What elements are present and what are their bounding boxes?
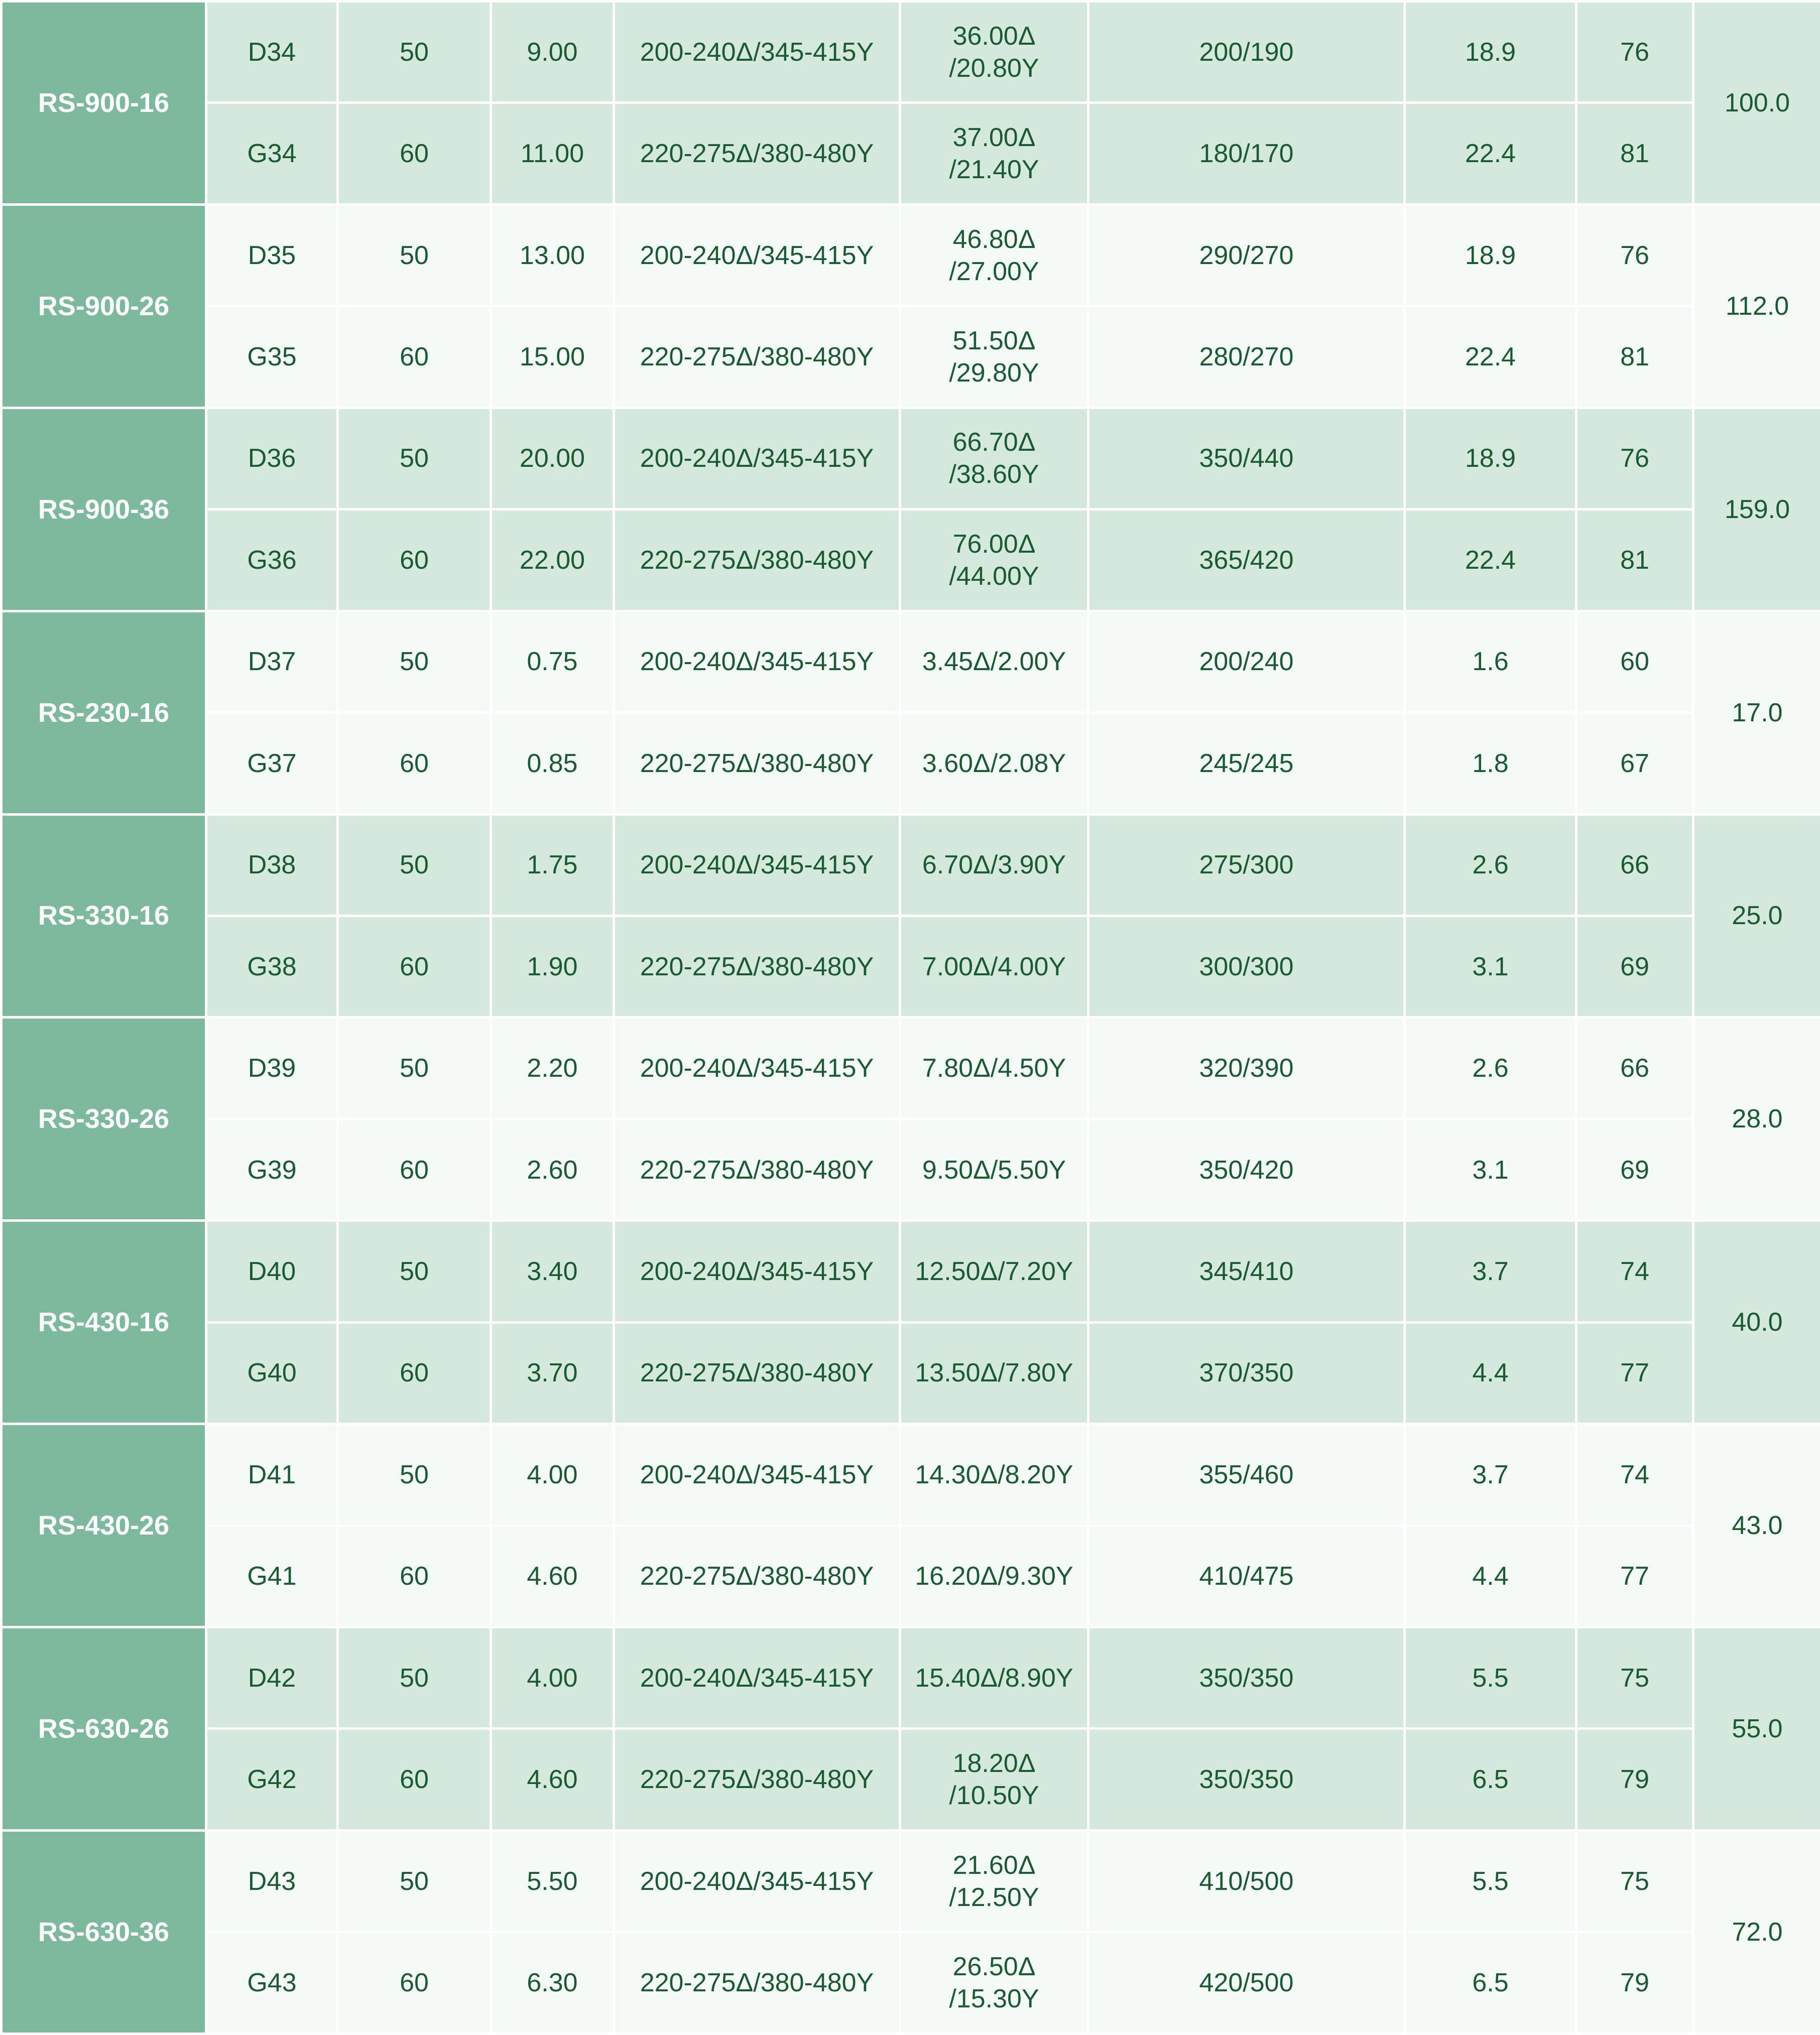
table-row [2, 306, 1820, 408]
current-value-line: 76.00Δ [907, 528, 1081, 560]
voltage-cell: 200-240Δ/345-415Y [614, 611, 900, 712]
current-value-line: 21.60Δ [907, 1849, 1081, 1881]
pressure-cell: 300/300 [1088, 916, 1405, 1017]
current-cell [900, 1830, 1088, 1932]
code-cell: D42 [206, 1627, 338, 1729]
noise-cell: 74 [1576, 1424, 1693, 1525]
table-row [2, 916, 1820, 1017]
code-cell: D36 [206, 408, 338, 509]
pressure-cell: 320/390 [1088, 1018, 1405, 1119]
kw-cell: 6.30 [491, 1932, 614, 2033]
model-name-cell: RS-900-26 [2, 204, 206, 408]
kw-cell: 20.00 [491, 408, 614, 509]
kw-cell: 22.00 [491, 510, 614, 611]
table-row [2, 510, 1820, 611]
kw-cell: 13.00 [491, 204, 614, 306]
hz-cell: 50 [338, 1830, 491, 1932]
flow-cell: 6.5 [1405, 1932, 1576, 2033]
current-value-line: 7.00Δ/4.00Y [907, 951, 1081, 983]
voltage-cell: 220-275Δ/380-480Y [614, 1119, 900, 1220]
current-cell [900, 1018, 1088, 1119]
current-value-line: 3.60Δ/2.08Y [907, 747, 1081, 780]
voltage-cell: 200-240Δ/345-415Y [614, 408, 900, 509]
code-cell: G40 [206, 1322, 338, 1424]
current-cell [900, 713, 1088, 814]
model-name-cell: RS-330-26 [2, 1018, 206, 1221]
code-cell: G42 [206, 1729, 338, 1830]
code-cell: D35 [206, 204, 338, 306]
voltage-cell: 220-275Δ/380-480Y [614, 1932, 900, 2033]
weight-cell: 40.0 [1693, 1221, 1820, 1424]
code-cell: D38 [206, 814, 338, 916]
spec-table-body [2, 2, 1820, 2034]
code-cell: D40 [206, 1221, 338, 1322]
current-cell [900, 1729, 1088, 1830]
hz-cell: 50 [338, 1627, 491, 1729]
flow-cell: 22.4 [1405, 306, 1576, 408]
kw-cell: 4.60 [491, 1729, 614, 1830]
noise-cell: 77 [1576, 1525, 1693, 1627]
current-value-line: 18.20Δ [907, 1747, 1081, 1779]
current-value-line: 16.20Δ/9.30Y [907, 1560, 1081, 1592]
current-cell [900, 1627, 1088, 1729]
weight-cell: 17.0 [1693, 611, 1820, 814]
kw-cell: 4.60 [491, 1525, 614, 1627]
table-row [2, 1119, 1820, 1220]
voltage-cell: 200-240Δ/345-415Y [614, 1424, 900, 1525]
hz-cell: 50 [338, 2, 491, 103]
code-cell: G39 [206, 1119, 338, 1220]
pressure-cell: 290/270 [1088, 204, 1405, 306]
pressure-cell: 420/500 [1088, 1932, 1405, 2033]
current-value-line: 36.00Δ [907, 20, 1081, 52]
noise-cell: 75 [1576, 1627, 1693, 1729]
pressure-cell: 370/350 [1088, 1322, 1405, 1424]
kw-cell: 5.50 [491, 1830, 614, 1932]
current-value-line: /20.80Y [907, 52, 1081, 84]
current-value-line: 7.80Δ/4.50Y [907, 1052, 1081, 1084]
pressure-cell: 350/350 [1088, 1627, 1405, 1729]
flow-cell: 22.4 [1405, 510, 1576, 611]
current-cell [900, 1932, 1088, 2033]
hz-cell: 60 [338, 916, 491, 1017]
flow-cell: 3.7 [1405, 1221, 1576, 1322]
model-name-cell: RS-330-16 [2, 814, 206, 1018]
model-name-cell: RS-430-26 [2, 1424, 206, 1627]
current-value-line: 14.30Δ/8.20Y [907, 1459, 1081, 1491]
weight-cell: 55.0 [1693, 1627, 1820, 1831]
weight-cell: 43.0 [1693, 1424, 1820, 1627]
pressure-cell: 350/350 [1088, 1729, 1405, 1830]
kw-cell: 1.90 [491, 916, 614, 1017]
noise-cell: 79 [1576, 1729, 1693, 1830]
current-cell [900, 2, 1088, 103]
flow-cell: 6.5 [1405, 1729, 1576, 1830]
current-value-line: 12.50Δ/7.20Y [907, 1255, 1081, 1288]
hz-cell: 60 [338, 713, 491, 814]
hz-cell: 50 [338, 204, 491, 306]
current-value-line: /44.00Y [907, 560, 1081, 592]
voltage-cell: 200-240Δ/345-415Y [614, 204, 900, 306]
current-value-line: /10.50Y [907, 1779, 1081, 1812]
voltage-cell: 200-240Δ/345-415Y [614, 1830, 900, 1932]
code-cell: G41 [206, 1525, 338, 1627]
table-row [2, 1729, 1820, 1830]
weight-cell: 72.0 [1693, 1830, 1820, 2033]
flow-cell: 5.5 [1405, 1830, 1576, 1932]
current-cell [900, 1119, 1088, 1220]
weight-cell: 25.0 [1693, 814, 1820, 1018]
hz-cell: 60 [338, 510, 491, 611]
noise-cell: 67 [1576, 713, 1693, 814]
hz-cell: 60 [338, 306, 491, 408]
table-row [2, 2, 1820, 103]
flow-cell: 4.4 [1405, 1525, 1576, 1627]
hz-cell: 60 [338, 1119, 491, 1220]
current-value-line: 26.50Δ [907, 1951, 1081, 1983]
current-cell [900, 510, 1088, 611]
current-cell [900, 1424, 1088, 1525]
hz-cell: 60 [338, 1525, 491, 1627]
pressure-cell: 245/245 [1088, 713, 1405, 814]
pressure-cell: 200/190 [1088, 2, 1405, 103]
voltage-cell: 220-275Δ/380-480Y [614, 510, 900, 611]
current-cell [900, 1525, 1088, 1627]
current-cell [900, 1322, 1088, 1424]
voltage-cell: 220-275Δ/380-480Y [614, 103, 900, 204]
kw-cell: 9.00 [491, 2, 614, 103]
hz-cell: 50 [338, 814, 491, 916]
table-row [2, 1932, 1820, 2033]
flow-cell: 4.4 [1405, 1322, 1576, 1424]
current-value-line: 9.50Δ/5.50Y [907, 1154, 1081, 1186]
noise-cell: 69 [1576, 916, 1693, 1017]
hz-cell: 60 [338, 1729, 491, 1830]
noise-cell: 77 [1576, 1322, 1693, 1424]
current-cell [900, 408, 1088, 509]
table-row [2, 1525, 1820, 1627]
kw-cell: 2.20 [491, 1018, 614, 1119]
noise-cell: 75 [1576, 1830, 1693, 1932]
voltage-cell: 200-240Δ/345-415Y [614, 1627, 900, 1729]
current-value-line: /38.60Y [907, 458, 1081, 490]
code-cell: D41 [206, 1424, 338, 1525]
weight-cell: 28.0 [1693, 1018, 1820, 1221]
pressure-cell: 200/240 [1088, 611, 1405, 712]
code-cell: G34 [206, 103, 338, 204]
table-row [2, 1830, 1820, 1932]
model-name-cell: RS-630-36 [2, 1830, 206, 2033]
noise-cell: 60 [1576, 611, 1693, 712]
current-value-line: 37.00Δ [907, 121, 1081, 154]
flow-cell: 18.9 [1405, 2, 1576, 103]
weight-cell: 112.0 [1693, 204, 1820, 408]
code-cell: D43 [206, 1830, 338, 1932]
current-value-line: 13.50Δ/7.80Y [907, 1357, 1081, 1389]
flow-cell: 2.6 [1405, 814, 1576, 916]
pressure-cell: 350/420 [1088, 1119, 1405, 1220]
flow-cell: 1.8 [1405, 713, 1576, 814]
pressure-cell: 355/460 [1088, 1424, 1405, 1525]
voltage-cell: 200-240Δ/345-415Y [614, 814, 900, 916]
pressure-cell: 345/410 [1088, 1221, 1405, 1322]
current-cell [900, 814, 1088, 916]
hz-cell: 60 [338, 1322, 491, 1424]
current-value-line: /29.80Y [907, 357, 1081, 389]
kw-cell: 0.75 [491, 611, 614, 712]
weight-cell: 100.0 [1693, 2, 1820, 205]
code-cell: G38 [206, 916, 338, 1017]
hz-cell: 50 [338, 1424, 491, 1525]
kw-cell: 11.00 [491, 103, 614, 204]
code-cell: G35 [206, 306, 338, 408]
model-name-cell: RS-900-16 [2, 2, 206, 205]
voltage-cell: 220-275Δ/380-480Y [614, 306, 900, 408]
current-cell [900, 306, 1088, 408]
flow-cell: 3.1 [1405, 1119, 1576, 1220]
voltage-cell: 220-275Δ/380-480Y [614, 1525, 900, 1627]
current-cell [900, 1221, 1088, 1322]
voltage-cell: 220-275Δ/380-480Y [614, 1729, 900, 1830]
table-row [2, 103, 1820, 204]
noise-cell: 69 [1576, 1119, 1693, 1220]
code-cell: G37 [206, 713, 338, 814]
pressure-cell: 365/420 [1088, 510, 1405, 611]
kw-cell: 1.75 [491, 814, 614, 916]
voltage-cell: 220-275Δ/380-480Y [614, 1322, 900, 1424]
flow-cell: 18.9 [1405, 408, 1576, 509]
code-cell: D37 [206, 611, 338, 712]
model-name-cell: RS-430-16 [2, 1221, 206, 1424]
model-name-cell: RS-230-16 [2, 611, 206, 814]
kw-cell: 0.85 [491, 713, 614, 814]
current-cell [900, 916, 1088, 1017]
kw-cell: 3.40 [491, 1221, 614, 1322]
current-value-line: 51.50Δ [907, 325, 1081, 357]
weight-cell: 159.0 [1693, 408, 1820, 611]
table-row [2, 1424, 1820, 1525]
noise-cell: 76 [1576, 408, 1693, 509]
pressure-cell: 410/500 [1088, 1830, 1405, 1932]
pressure-cell: 350/440 [1088, 408, 1405, 509]
hz-cell: 50 [338, 611, 491, 712]
flow-cell: 3.1 [1405, 916, 1576, 1017]
hz-cell: 50 [338, 408, 491, 509]
voltage-cell: 220-275Δ/380-480Y [614, 713, 900, 814]
voltage-cell: 200-240Δ/345-415Y [614, 2, 900, 103]
table-row [2, 1221, 1820, 1322]
code-cell: D39 [206, 1018, 338, 1119]
current-value-line: 15.40Δ/8.90Y [907, 1662, 1081, 1694]
current-value-line: 66.70Δ [907, 426, 1081, 458]
voltage-cell: 200-240Δ/345-415Y [614, 1221, 900, 1322]
current-value-line: 6.70Δ/3.90Y [907, 849, 1081, 881]
flow-cell: 2.6 [1405, 1018, 1576, 1119]
hz-cell: 60 [338, 1932, 491, 2033]
kw-cell: 4.00 [491, 1424, 614, 1525]
noise-cell: 79 [1576, 1932, 1693, 2033]
flow-cell: 5.5 [1405, 1627, 1576, 1729]
hz-cell: 50 [338, 1221, 491, 1322]
table-row [2, 611, 1820, 712]
model-name-cell: RS-900-36 [2, 408, 206, 611]
code-cell: G43 [206, 1932, 338, 2033]
kw-cell: 4.00 [491, 1627, 614, 1729]
pressure-cell: 280/270 [1088, 306, 1405, 408]
noise-cell: 81 [1576, 103, 1693, 204]
noise-cell: 66 [1576, 1018, 1693, 1119]
table-row [2, 1018, 1820, 1119]
voltage-cell: 220-275Δ/380-480Y [614, 916, 900, 1017]
current-value-line: 3.45Δ/2.00Y [907, 646, 1081, 678]
current-value-line: /27.00Y [907, 256, 1081, 288]
code-cell: D34 [206, 2, 338, 103]
table-row [2, 408, 1820, 509]
current-cell [900, 103, 1088, 204]
flow-cell: 22.4 [1405, 103, 1576, 204]
flow-cell: 1.6 [1405, 611, 1576, 712]
noise-cell: 74 [1576, 1221, 1693, 1322]
noise-cell: 81 [1576, 306, 1693, 408]
voltage-cell: 200-240Δ/345-415Y [614, 1018, 900, 1119]
model-name-cell: RS-630-26 [2, 1627, 206, 1831]
current-cell [900, 611, 1088, 712]
noise-cell: 76 [1576, 2, 1693, 103]
table-row [2, 1322, 1820, 1424]
pressure-cell: 410/475 [1088, 1525, 1405, 1627]
kw-cell: 15.00 [491, 306, 614, 408]
noise-cell: 66 [1576, 814, 1693, 916]
flow-cell: 3.7 [1405, 1424, 1576, 1525]
noise-cell: 81 [1576, 510, 1693, 611]
flow-cell: 18.9 [1405, 204, 1576, 306]
current-value-line: /15.30Y [907, 1983, 1081, 2015]
current-value-line: 46.80Δ [907, 223, 1081, 256]
current-value-line: /12.50Y [907, 1881, 1081, 1914]
hz-cell: 60 [338, 103, 491, 204]
pressure-cell: 180/170 [1088, 103, 1405, 204]
kw-cell: 3.70 [491, 1322, 614, 1424]
table-row [2, 1627, 1820, 1729]
table-row [2, 713, 1820, 814]
current-value-line: /21.40Y [907, 154, 1081, 186]
current-cell [900, 204, 1088, 306]
code-cell: G36 [206, 510, 338, 611]
table-row [2, 204, 1820, 306]
pressure-cell: 275/300 [1088, 814, 1405, 916]
hz-cell: 50 [338, 1018, 491, 1119]
noise-cell: 76 [1576, 204, 1693, 306]
table-row [2, 814, 1820, 916]
kw-cell: 2.60 [491, 1119, 614, 1220]
